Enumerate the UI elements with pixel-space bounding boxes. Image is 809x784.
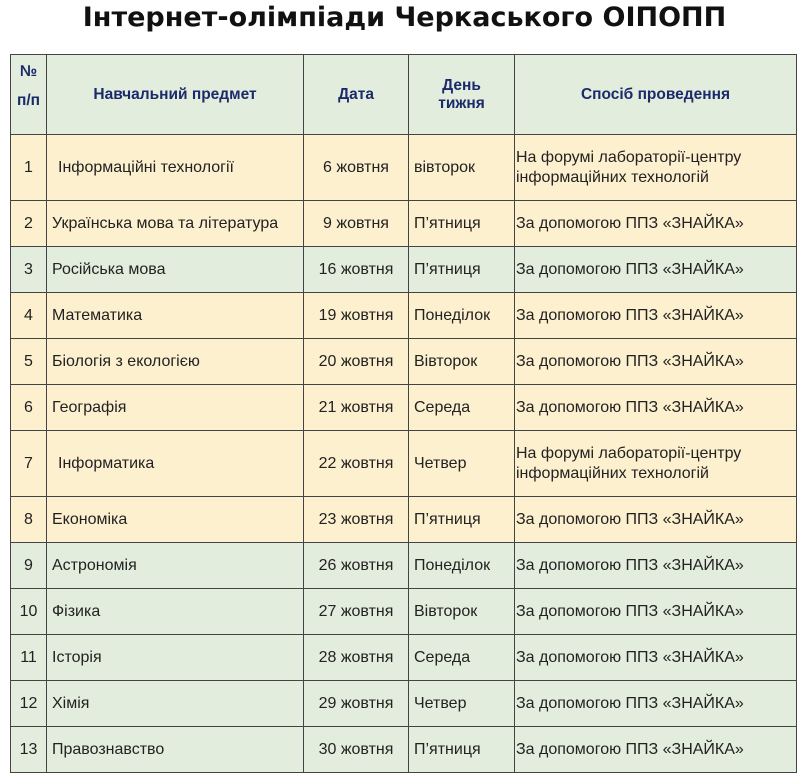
header-weekday-line2: тижня xyxy=(438,94,485,112)
row-mode xyxy=(515,431,797,497)
row-mode: За допомогою ППЗ «ЗНАЙКА» xyxy=(515,543,797,589)
table-row xyxy=(11,385,797,431)
row-number: 11 xyxy=(11,635,47,681)
header-number-abbr: п/п xyxy=(16,92,41,110)
header-weekday-line1: День xyxy=(442,76,481,94)
row-mode: За допомогою ППЗ «ЗНАЙКА» xyxy=(515,247,797,293)
row-mode: За допомогою ППЗ «ЗНАЙКА» xyxy=(515,635,797,681)
row-weekday: Понеділок xyxy=(409,293,515,339)
row-date: 20 жовтня xyxy=(304,339,409,385)
header-date: Дата xyxy=(304,55,409,135)
table-row xyxy=(11,727,797,773)
table-row xyxy=(11,497,797,543)
table-row xyxy=(11,201,797,247)
row-mode: За допомогою ППЗ «ЗНАЙКА» xyxy=(515,497,797,543)
row-subject: Фізика xyxy=(47,589,304,635)
row-number: 8 xyxy=(11,497,47,543)
row-weekday: П’ятниця xyxy=(409,247,515,293)
table-row xyxy=(11,635,797,681)
row-date: 28 жовтня xyxy=(304,635,409,681)
table-row xyxy=(11,431,797,497)
row-date: 27 жовтня xyxy=(304,589,409,635)
table-row xyxy=(11,293,797,339)
row-mode-line2: інформаційних технологій xyxy=(516,464,709,482)
table-row xyxy=(11,681,797,727)
row-date: 29 жовтня xyxy=(304,681,409,727)
row-mode-line1: На форумі лабораторії-центру xyxy=(516,148,742,166)
row-subject: Біологія з екологією xyxy=(47,339,304,385)
row-subject: Українська мова та література xyxy=(47,201,304,247)
row-subject: Інформаційні технології xyxy=(47,135,304,201)
row-number: 6 xyxy=(11,385,47,431)
row-mode: За допомогою ППЗ «ЗНАЙКА» xyxy=(515,589,797,635)
row-date: 21 жовтня xyxy=(304,385,409,431)
header-mode: Спосіб проведення xyxy=(515,55,797,135)
table-row xyxy=(11,589,797,635)
row-date: 22 жовтня xyxy=(304,431,409,497)
row-number: 10 xyxy=(11,589,47,635)
row-weekday: П’ятниця xyxy=(409,727,515,773)
page-title: Інтернет-олімпіади Черкаського ОІПОПП xyxy=(82,2,727,33)
row-number: 2 xyxy=(11,201,47,247)
row-subject: Інформатика xyxy=(47,431,304,497)
row-number: 1 xyxy=(11,135,47,201)
table-row xyxy=(11,247,797,293)
row-date: 26 жовтня xyxy=(304,543,409,589)
row-weekday: Середа xyxy=(409,635,515,681)
table-row xyxy=(11,339,797,385)
row-weekday: Четвер xyxy=(409,431,515,497)
row-subject: Економіка xyxy=(47,497,304,543)
row-subject: Астрономія xyxy=(47,543,304,589)
row-weekday: Четвер xyxy=(409,681,515,727)
row-number: 9 xyxy=(11,543,47,589)
row-weekday: Вівторок xyxy=(409,589,515,635)
row-weekday: Понеділок xyxy=(409,543,515,589)
row-number: 7 xyxy=(11,431,47,497)
row-subject: Російська мова xyxy=(47,247,304,293)
row-weekday: Середа xyxy=(409,385,515,431)
header-weekday xyxy=(409,55,515,135)
row-mode: За допомогою ППЗ «ЗНАЙКА» xyxy=(515,385,797,431)
row-mode: За допомогою ППЗ «ЗНАЙКА» xyxy=(515,293,797,339)
row-date: 30 жовтня xyxy=(304,727,409,773)
olympiad-schedule-table xyxy=(10,54,797,773)
row-weekday: вівторок xyxy=(409,135,515,201)
row-subject: Правознавство xyxy=(47,727,304,773)
row-subject: Математика xyxy=(47,293,304,339)
row-mode xyxy=(515,135,797,201)
row-mode-line2: інформаційних технологій xyxy=(516,168,709,186)
table-row xyxy=(11,543,797,589)
row-date: 23 жовтня xyxy=(304,497,409,543)
row-date: 9 жовтня xyxy=(304,201,409,247)
row-subject: Історія xyxy=(47,635,304,681)
row-number: 5 xyxy=(11,339,47,385)
row-number: 3 xyxy=(11,247,47,293)
row-date: 19 жовтня xyxy=(304,293,409,339)
row-subject: Хімія xyxy=(47,681,304,727)
row-mode: За допомогою ППЗ «ЗНАЙКА» xyxy=(515,681,797,727)
row-date: 16 жовтня xyxy=(304,247,409,293)
row-weekday: Вівторок xyxy=(409,339,515,385)
row-number: 4 xyxy=(11,293,47,339)
table-row xyxy=(11,135,797,201)
header-number-symbol: № xyxy=(19,63,38,80)
row-mode: За допомогою ППЗ «ЗНАЙКА» xyxy=(515,727,797,773)
row-mode: За допомогою ППЗ «ЗНАЙКА» xyxy=(515,201,797,247)
row-number: 13 xyxy=(11,727,47,773)
header-subject: Навчальний предмет xyxy=(47,55,304,135)
row-date: 6 жовтня xyxy=(304,135,409,201)
header-number xyxy=(11,55,47,135)
row-number: 12 xyxy=(11,681,47,727)
table-header-row xyxy=(11,55,797,135)
row-subject: Географія xyxy=(47,385,304,431)
row-weekday: П’ятниця xyxy=(409,201,515,247)
row-weekday: П’ятниця xyxy=(409,497,515,543)
row-mode-line1: На форумі лабораторії-центру xyxy=(516,444,742,462)
row-mode: За допомогою ППЗ «ЗНАЙКА» xyxy=(515,339,797,385)
